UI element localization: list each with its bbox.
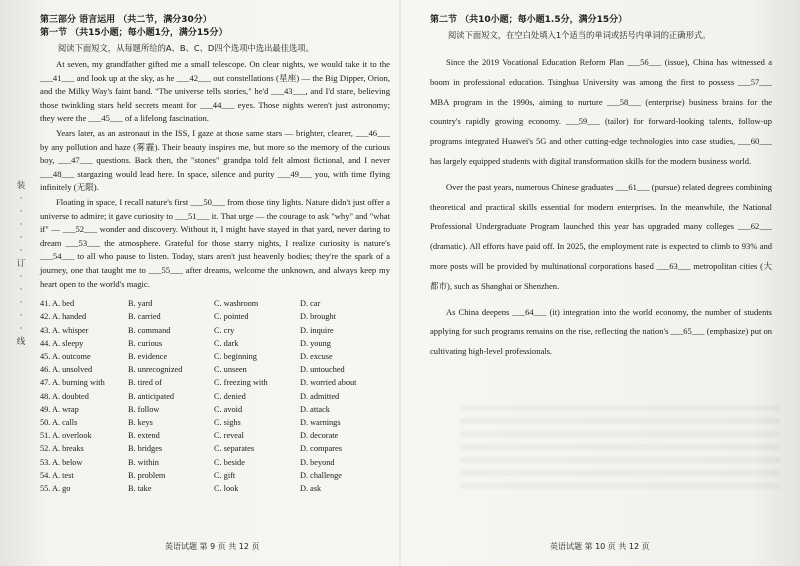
option-cell: 45. A. outcome xyxy=(40,351,91,361)
option-cell: 42. A. handed xyxy=(40,312,87,322)
option-row xyxy=(40,310,395,323)
passage-paragraph: At seven, my grandfather gifted me a small telescope. On clear nights, we would take it to the ___41___ and look up at the sky, as he ___42___ out constellations (星座) — the Big Dipper, Orion, and the Milky Way's faint band. "The universe tells stories," he'd ___43___, and I'd stare, believing those twinkling stars held secrets meant for ___44___ eyes. Those nights weren't just astronomy; they were the ___45___ of a lifelong fascination. xyxy=(40,59,390,124)
option-row xyxy=(40,390,395,403)
gutter-char: 线 xyxy=(16,337,26,347)
option-cell: C. dark xyxy=(214,338,239,348)
option-cell: C. beginning xyxy=(214,351,257,361)
option-cell: B. yard xyxy=(128,299,153,309)
option-cell: 48. A. doubted xyxy=(40,391,89,401)
option-cell: B. curious xyxy=(128,338,163,348)
option-cell: C. separates xyxy=(214,444,255,454)
option-cell: D. attack xyxy=(300,404,330,414)
option-cell: C. unseen xyxy=(214,365,247,375)
option-cell: B. unrecognized xyxy=(128,365,183,375)
option-cell: B. evidence xyxy=(128,351,168,361)
option-cell: D. challenge xyxy=(300,470,342,480)
bleed-through-shadow xyxy=(460,405,780,495)
instruction: 阅读下面短文，从每题所给的A、B、C、D四个选项中选出最佳选项。 xyxy=(58,43,314,53)
right-page xyxy=(400,0,800,566)
option-cell: B. within xyxy=(128,457,159,467)
option-row xyxy=(40,297,395,310)
option-cell: 44. A. sleepy xyxy=(40,338,84,348)
option-cell: B. carried xyxy=(128,312,161,322)
option-cell: B. problem xyxy=(128,470,166,480)
option-cell: D. inquire xyxy=(300,325,334,335)
option-cell: 52. A. breaks xyxy=(40,444,84,454)
option-cell: 53. A. below xyxy=(40,457,83,467)
option-cell: B. keys xyxy=(128,417,153,427)
option-cell: 49. A. wrap xyxy=(40,404,79,414)
option-row xyxy=(40,337,395,350)
gutter-char: 订 xyxy=(16,259,26,269)
option-cell: 51. A. overlook xyxy=(40,431,92,441)
gutter-char: 装 xyxy=(16,181,26,191)
option-cell: B. anticipated xyxy=(128,391,175,401)
section-title: 第一节 （共15小题；每小题1分，满分15分） xyxy=(40,28,228,38)
option-cell: 46. A. unsolved xyxy=(40,365,93,375)
passage-paragraph: Since the 2019 Vocational Education Reform Plan ___56___ (issue), China has witnessed a boom in professional education. Tsinghua University was among the first to possess ___57___ MBA program in the 1990s, aiming to nurture ___58___ (enterprise) business brains for the country's rapidly growing economy. ___59___ (tailor) for forward-looking talents, follow-up programs integrated Huawei's 5G and other cutting-edge technologies into case studies, ___60___ has largely equipped students with digital transformation skills for the modern business world. xyxy=(430,57,772,166)
option-cell: D. warnings xyxy=(300,417,341,427)
option-cell: D. compares xyxy=(300,444,342,454)
option-cell: C. avoid xyxy=(214,404,243,414)
option-row xyxy=(40,376,395,389)
option-row xyxy=(40,442,395,455)
option-cell: C. look xyxy=(214,483,239,493)
section-title: 第二节 （共10小题；每小题1.5分，满分15分） xyxy=(430,15,628,25)
option-cell: C. pointed xyxy=(214,312,249,322)
option-cell: C. freezing with xyxy=(214,378,268,388)
option-row xyxy=(40,403,395,416)
option-cell: D. untouched xyxy=(300,365,345,375)
option-cell: C. sighs xyxy=(214,417,241,427)
option-cell: B. command xyxy=(128,325,171,335)
option-cell: C. beside xyxy=(214,457,245,467)
option-cell: C. reveal xyxy=(214,431,244,441)
option-cell: D. ask xyxy=(300,483,322,493)
page-footer: 英语试题 第 10 页 共 12 页 xyxy=(550,542,650,551)
option-cell: D. young xyxy=(300,338,331,348)
option-cell: B. follow xyxy=(128,404,160,414)
option-row xyxy=(40,324,395,337)
option-cell: C. denied xyxy=(214,391,246,401)
option-row xyxy=(40,469,395,482)
option-cell: B. extend xyxy=(128,431,160,441)
option-row xyxy=(40,482,395,495)
option-cell: B. bridges xyxy=(128,444,163,454)
option-cell: 43. A. whisper xyxy=(40,325,89,335)
passage-paragraph: Years later, as an astronaut in the ISS, I gaze at those same stars — brighter, clearer, ___46___ by any pollution and haze (雾霾). Their beauty inspires me, but more so the memory of the curious boy, ___47___ questions. Back then, the "stones" grandpa told felt almost fictional, and I never ___48___ stargazing would lead here. In space, silence and purity ___49___ you, with time flying infinitely (无限). xyxy=(40,127,390,193)
option-cell: D. excuse xyxy=(300,351,333,361)
option-row xyxy=(40,456,395,469)
option-cell: C. cry xyxy=(214,325,235,335)
option-cell: D. decorate xyxy=(300,431,339,441)
option-cell: D. brought xyxy=(300,312,336,322)
option-cell: 41. A. bed xyxy=(40,299,75,309)
instruction: 阅读下面短文，在空白处填入1个适当的单词或括号内单词的正确形式。 xyxy=(448,30,711,40)
option-cell: 50. A. calls xyxy=(40,417,78,427)
options-table xyxy=(40,297,395,495)
page-footer: 英语试题 第 9 页 共 12 页 xyxy=(165,542,260,551)
option-row xyxy=(40,350,395,363)
passage-paragraph: As China deepens ___64___ (it) integration into the world economy, the number of students applying for such programs remains on the rise, reflecting the nation's ___65___ (emphasize) put on cultivating high-level professionals. xyxy=(430,306,772,357)
part-title: 第三部分 语言运用 （共二节，满分30分） xyxy=(40,15,212,25)
option-cell: C. gift xyxy=(214,470,236,480)
option-cell: B. tired of xyxy=(128,378,162,388)
option-cell: D. beyond xyxy=(300,457,335,467)
option-cell: 55. A. go xyxy=(40,483,71,493)
option-cell: C. washroom xyxy=(214,299,259,309)
option-cell: 47. A. burning with xyxy=(40,378,105,388)
option-cell: 54. A. test xyxy=(40,470,74,480)
passage-paragraph: Over the past years, numerous Chinese graduates ___61___ (pursue) related degrees combining theoretical and practical skills essential for modern enterprises. In the meanwhile, the National Professional Undergraduate Program launched this year has upgraded many colleges ___62___ (dramatic). All efforts have paid off. In 2025, the employment rate is expected to climb to 93% and more posts will be provided by multinational corporations based ___63___ metropolitan cities (大都市), such as Shanghai or Shenzhen. xyxy=(430,181,772,291)
option-cell: D. car xyxy=(300,299,321,309)
option-row xyxy=(40,429,395,442)
option-cell: D. worried about xyxy=(300,378,357,388)
option-row xyxy=(40,416,395,429)
option-row xyxy=(40,363,395,376)
option-cell: B. take xyxy=(128,483,152,493)
option-cell: D. admitted xyxy=(300,391,340,401)
passage-paragraph: Floating in space, I recall nature's first ___50___ from those tiny lights. Nature didn't just offer a universe to admire; it gave curiosity to ___51___ it. That urge — the courage to ask "why" and "what if" — ___52___ wonder and discovery. Without it, I might have stayed in that yard, never daring to dream ___53___ the atmosphere. Grateful for those starry nights, I realize curiosity is nature's ___54___ to all who pause to listen. Today, stars aren't just heavenly bodies; they're the spark of a journey, one that taught me to ___55___ after dreams, welcome the unknown, and always keep my heart open to the world's magic. xyxy=(40,196,390,289)
binding-gutter: 装 · · · · · 订 · · · · · 线 xyxy=(14,180,28,349)
